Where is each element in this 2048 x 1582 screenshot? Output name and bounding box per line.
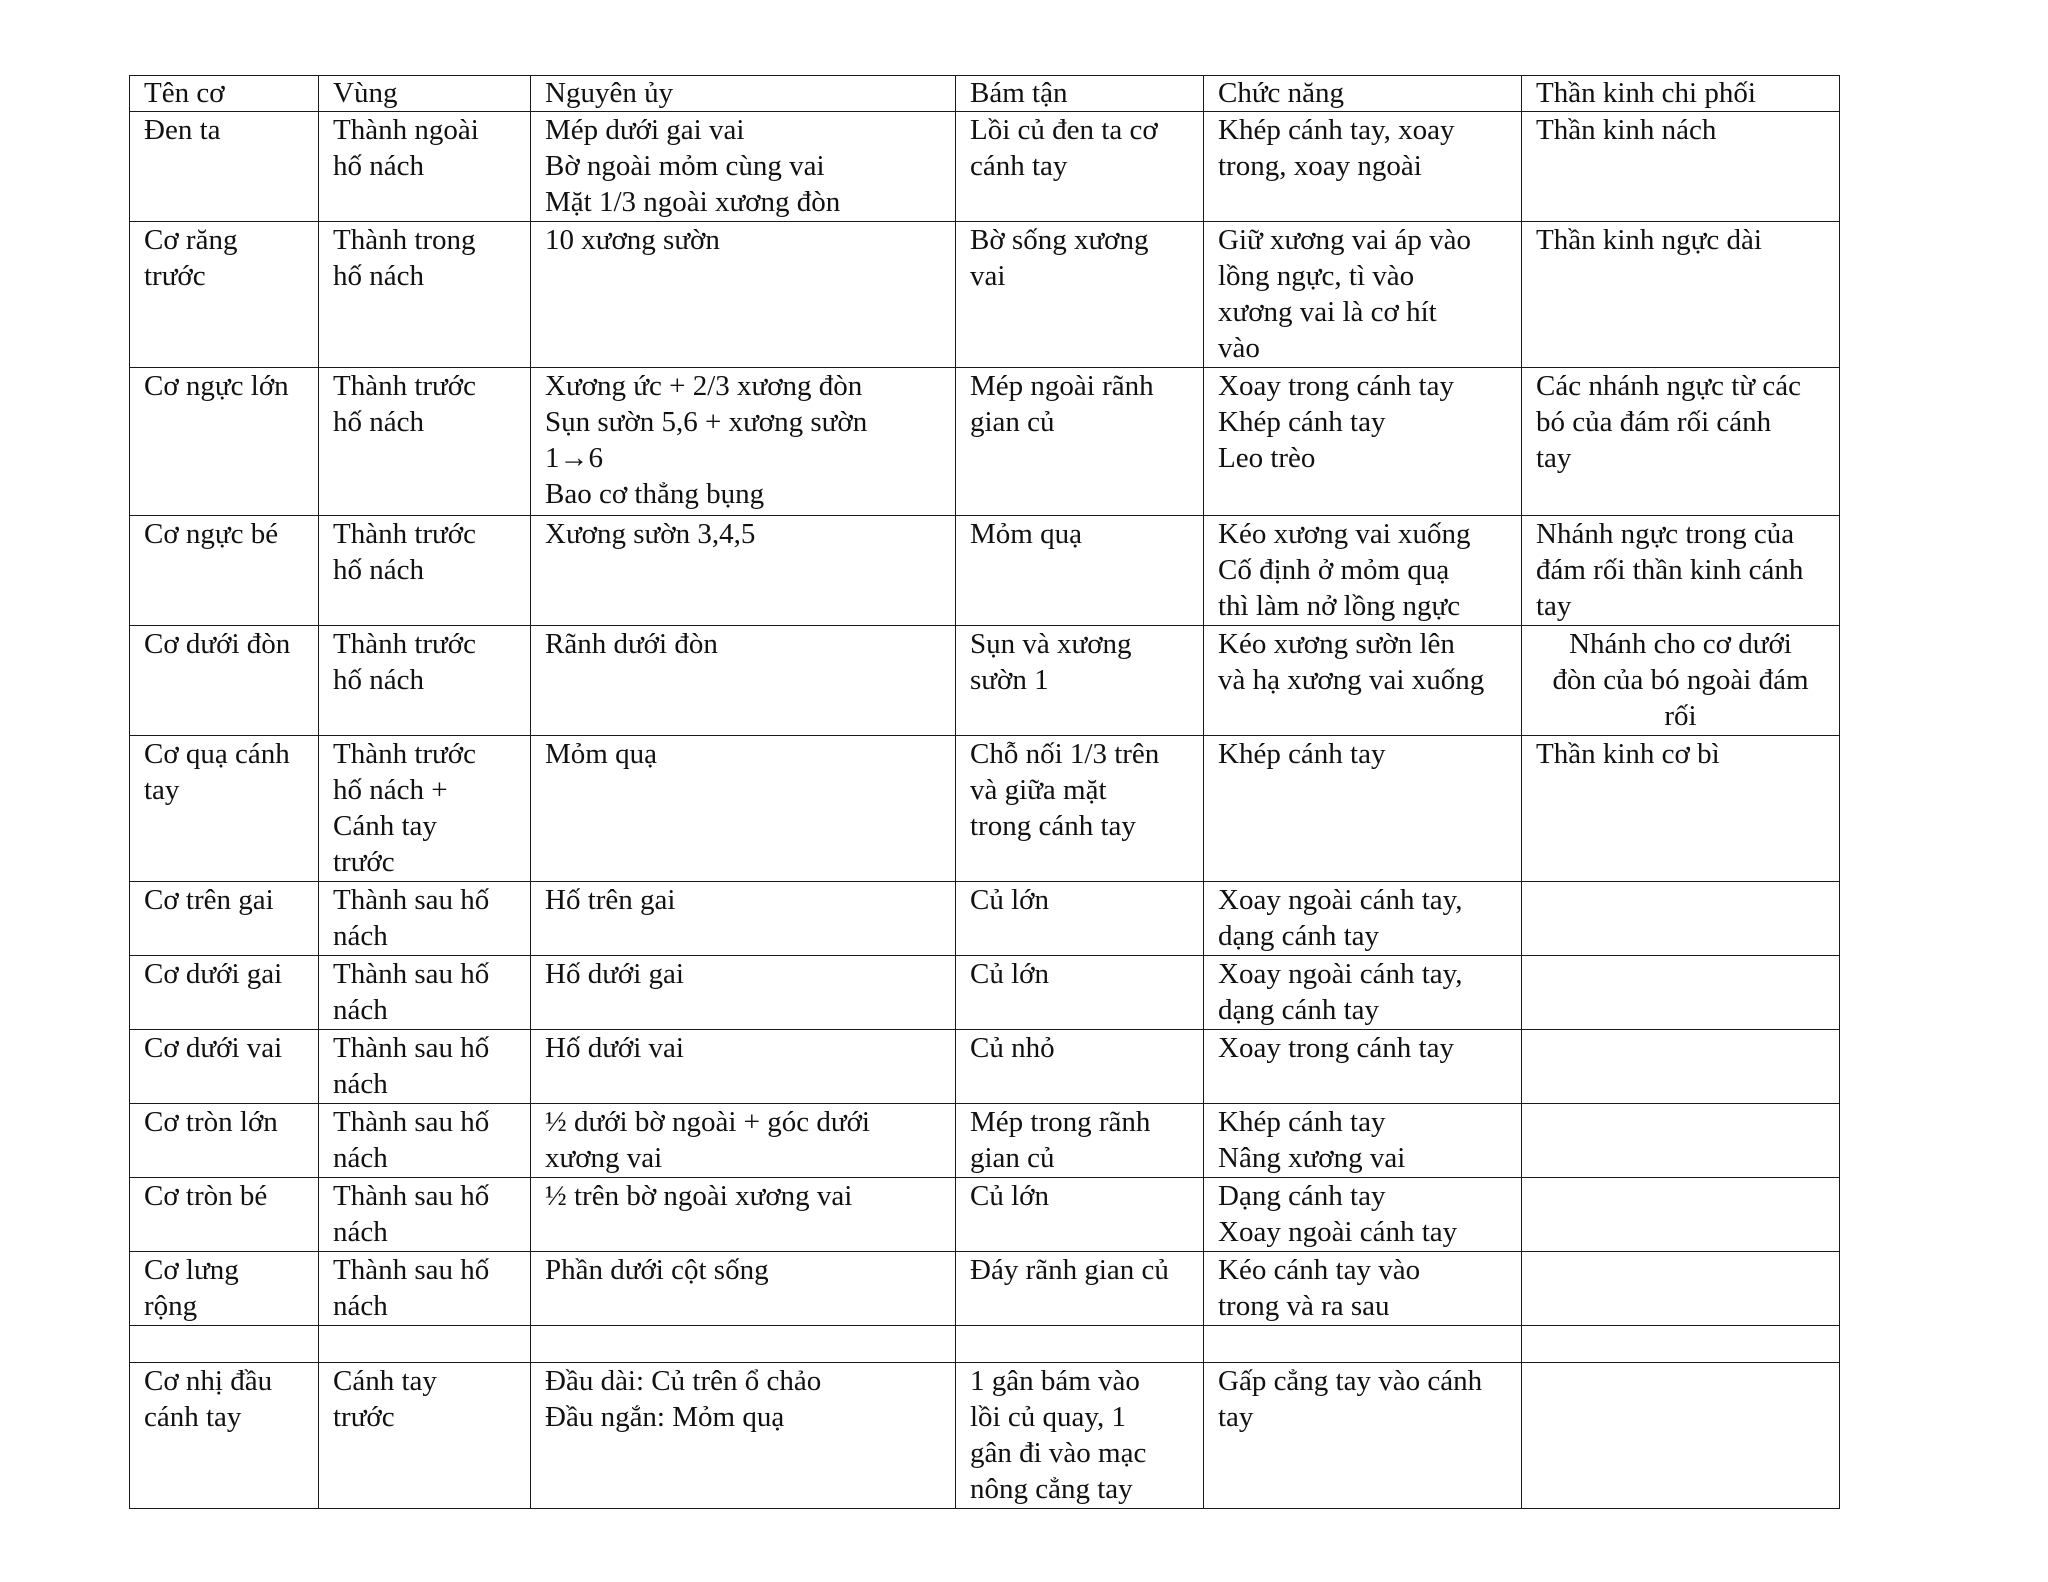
cell-function: Xoay ngoài cánh tay, dạng cánh tay [1204,956,1522,1030]
header-cell-function: Chức năng [1204,76,1522,112]
cell-muscle-name: Cơ dưới gai [130,956,319,1030]
table-row [130,112,1840,222]
cell-insertion: Sụn và xương sườn 1 [956,626,1204,736]
cell-innervation [1522,1178,1840,1252]
cell-innervation [1522,1252,1840,1326]
cell-function [1204,1326,1522,1363]
cell-insertion: Củ lớn [956,1178,1204,1252]
cell-muscle-name: Cơ ngực bé [130,516,319,626]
table-row [130,368,1840,516]
table-header-row [130,76,1840,112]
header-cell-region: Vùng [319,76,531,112]
cell-region: Thành sau hố nách [319,1252,531,1326]
cell-origin: Đầu dài: Củ trên ổ chảo Đầu ngắn: Mỏm quạ [531,1363,956,1509]
cell-origin: Rãnh dưới đòn [531,626,956,736]
cell-region: Thành sau hố nách [319,1178,531,1252]
cell-origin: Mỏm quạ [531,736,956,882]
cell-origin: Hố trên gai [531,882,956,956]
cell-innervation [1522,1104,1840,1178]
cell-insertion: Củ nhỏ [956,1030,1204,1104]
cell-innervation [1522,882,1840,956]
cell-origin [531,1326,956,1363]
cell-region: Thành trước hố nách [319,368,531,516]
cell-innervation: Nhánh cho cơ dưới đòn của bó ngoài đám rối [1522,626,1840,736]
cell-insertion: Bờ sống xương vai [956,222,1204,368]
cell-muscle-name: Cơ quạ cánh tay [130,736,319,882]
cell-insertion: Chỗ nối 1/3 trên và giữa mặt trong cánh tay [956,736,1204,882]
cell-muscle-name: Đen ta [130,112,319,222]
cell-insertion: Lồi củ đen ta cơ cánh tay [956,112,1204,222]
cell-insertion: Đáy rãnh gian củ [956,1252,1204,1326]
table-row [130,626,1840,736]
cell-function: Khép cánh tay [1204,736,1522,882]
cell-function: Kéo xương sườn lên và hạ xương vai xuống [1204,626,1522,736]
cell-muscle-name: Cơ răng trước [130,222,319,368]
cell-insertion: Mép ngoài rãnh gian củ [956,368,1204,516]
cell-innervation: Thần kinh cơ bì [1522,736,1840,882]
cell-function: Kéo cánh tay vào trong và ra sau [1204,1252,1522,1326]
cell-region: Thành sau hố nách [319,882,531,956]
cell-region: Thành sau hố nách [319,1104,531,1178]
cell-muscle-name: Cơ tròn lớn [130,1104,319,1178]
cell-origin: Hố dưới gai [531,956,956,1030]
muscle-table [129,75,1840,1509]
cell-muscle-name: Cơ dưới đòn [130,626,319,736]
cell-muscle-name: Cơ lưng rộng [130,1252,319,1326]
header-cell-innervation: Thần kinh chi phối [1522,76,1840,112]
cell-insertion: 1 gân bám vào lồi củ quay, 1 gân đi vào mạc nông cẳng tay [956,1363,1204,1509]
cell-function: Xoay trong cánh tay Khép cánh tay Leo trèo [1204,368,1522,516]
cell-function: Xoay trong cánh tay [1204,1030,1522,1104]
cell-insertion: Mỏm quạ [956,516,1204,626]
header-cell-insertion: Bám tận [956,76,1204,112]
cell-function: Xoay ngoài cánh tay, dạng cánh tay [1204,882,1522,956]
cell-region: Cánh tay trước [319,1363,531,1509]
cell-innervation [1522,1363,1840,1509]
cell-innervation [1522,1326,1840,1363]
cell-origin: 10 xương sườn [531,222,956,368]
cell-origin: Mép dưới gai vai Bờ ngoài mỏm cùng vai Mặt 1/3 ngoài xương đòn [531,112,956,222]
table-row [130,1030,1840,1104]
table-row [130,736,1840,882]
cell-insertion: Mép trong rãnh gian củ [956,1104,1204,1178]
cell-origin: ½ dưới bờ ngoài + góc dưới xương vai [531,1104,956,1178]
cell-region: Thành trong hố nách [319,222,531,368]
cell-origin: Xương ức + 2/3 xương đòn Sụn sườn 5,6 + xương sườn 1→6 Bao cơ thẳng bụng [531,368,956,516]
cell-region: Thành sau hố nách [319,1030,531,1104]
cell-muscle-name: Cơ dưới vai [130,1030,319,1104]
cell-region: Thành trước hố nách + Cánh tay trước [319,736,531,882]
cell-insertion: Củ lớn [956,956,1204,1030]
cell-innervation: Các nhánh ngực từ các bó của đám rối cánh tay [1522,368,1840,516]
table-row [130,516,1840,626]
cell-origin: Hố dưới vai [531,1030,956,1104]
cell-muscle-name: Cơ ngực lớn [130,368,319,516]
cell-function: Khép cánh tay, xoay trong, xoay ngoài [1204,112,1522,222]
cell-muscle-name: Cơ tròn bé [130,1178,319,1252]
table-row [130,882,1840,956]
table-row [130,1252,1840,1326]
table-row [130,1178,1840,1252]
header-cell-origin: Nguyên ủy [531,76,956,112]
cell-muscle-name: Cơ trên gai [130,882,319,956]
cell-innervation: Thần kinh nách [1522,112,1840,222]
cell-region [319,1326,531,1363]
cell-innervation [1522,1030,1840,1104]
table-row [130,1104,1840,1178]
cell-function: Giữ xương vai áp vào lồng ngực, tì vào xương vai là cơ hít vào [1204,222,1522,368]
cell-function: Khép cánh tay Nâng xương vai [1204,1104,1522,1178]
cell-region: Thành sau hố nách [319,956,531,1030]
cell-function: Gấp cẳng tay vào cánh tay [1204,1363,1522,1509]
cell-region: Thành trước hố nách [319,516,531,626]
cell-origin: Phần dưới cột sống [531,1252,956,1326]
cell-muscle-name [130,1326,319,1363]
cell-region: Thành trước hố nách [319,626,531,736]
cell-insertion: Củ lớn [956,882,1204,956]
cell-insertion [956,1326,1204,1363]
cell-innervation: Nhánh ngực trong của đám rối thần kinh cánh tay [1522,516,1840,626]
table-row [130,956,1840,1030]
cell-origin: ½ trên bờ ngoài xương vai [531,1178,956,1252]
table-row [130,222,1840,368]
cell-innervation: Thần kinh ngực dài [1522,222,1840,368]
header-cell-muscle-name: Tên cơ [130,76,319,112]
cell-function: Dạng cánh tay Xoay ngoài cánh tay [1204,1178,1522,1252]
table-row-empty [130,1326,1840,1363]
cell-muscle-name: Cơ nhị đầu cánh tay [130,1363,319,1509]
cell-origin: Xương sườn 3,4,5 [531,516,956,626]
table-row [130,1363,1840,1509]
cell-function: Kéo xương vai xuống Cố định ở mỏm quạ thì làm nở lồng ngực [1204,516,1522,626]
cell-innervation [1522,956,1840,1030]
cell-region: Thành ngoài hố nách [319,112,531,222]
